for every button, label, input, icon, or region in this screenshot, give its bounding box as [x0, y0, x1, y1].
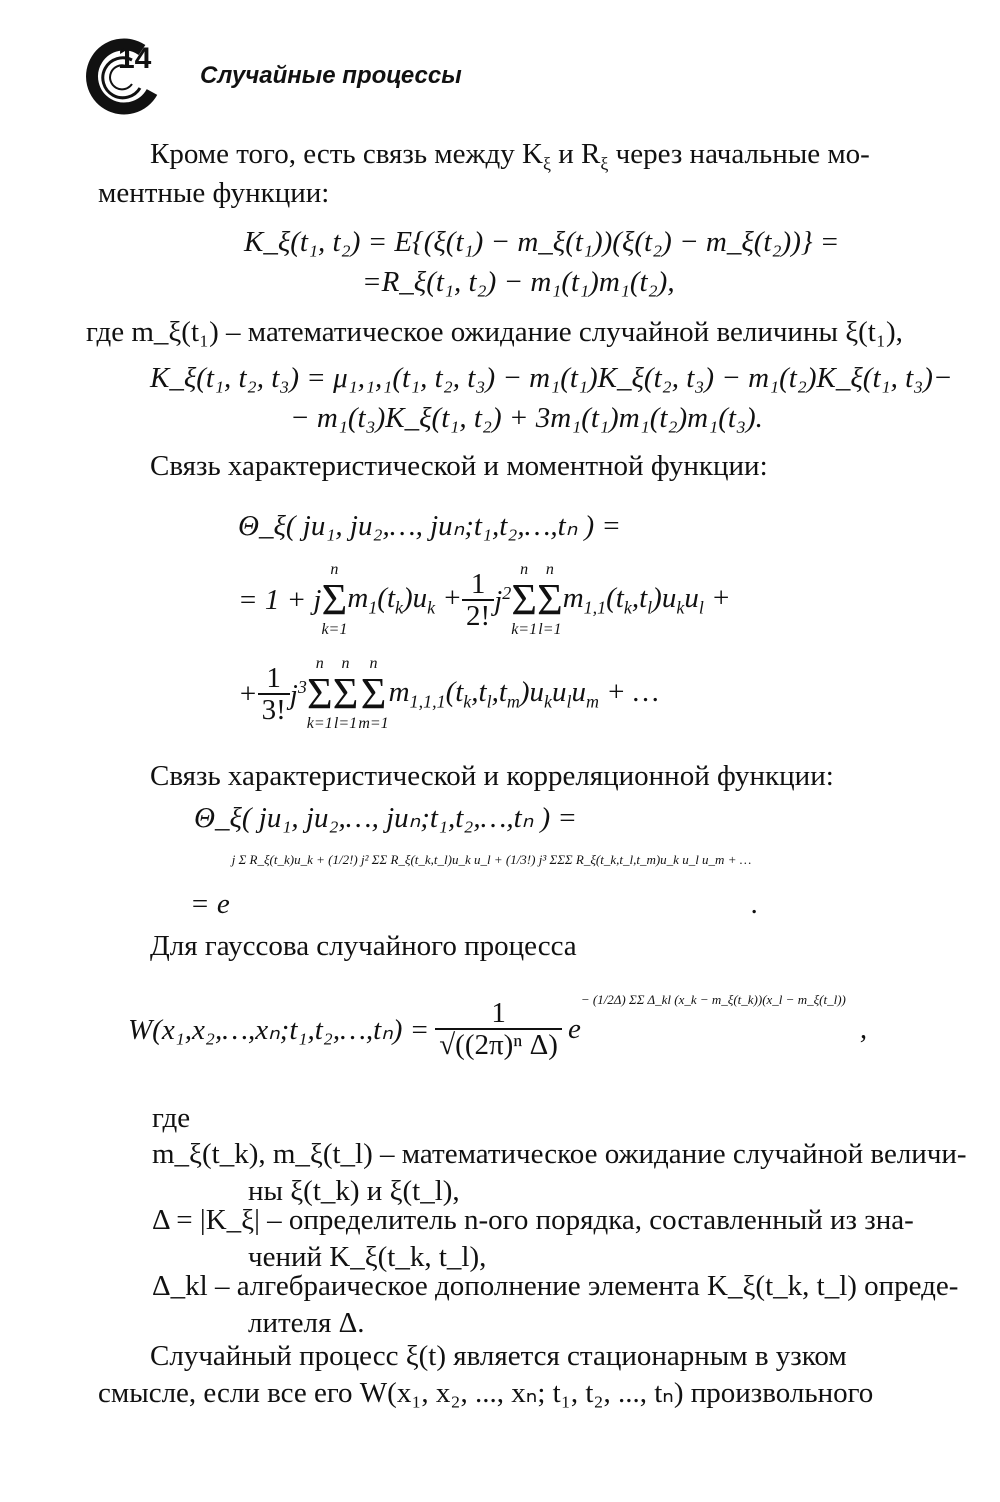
gauss-frac-den: √((2π)ⁿ Δ): [439, 1029, 558, 1062]
xi-subscript: ξ: [600, 153, 609, 174]
formula-covariance-line2: =R_ξ(t₁, t₂) − m₁(t₁)m₁(t₂),: [362, 266, 675, 298]
intro-text-c: через начальные мо-: [608, 138, 870, 170]
formula-theta-corr-rhs: = e j Σ R_ξ(t_k)u_k + (1/2!) j² ΣΣ R_ξ(t_k,t_l)u_k u_l + (1/3!) j³ ΣΣΣ R_ξ(t_k,t_l,t_m)u_k u_l u_m + … .: [190, 852, 759, 920]
theta-corr-exponent: j Σ R_ξ(t_k)u_k + (1/2!) j² ΣΣ R_ξ(t_k,t_l)u_k u_l + (1/3!) j³ ΣΣΣ R_ξ(t_k,t_l,t_m)u_k u_l u_m + …: [231, 852, 752, 867]
paragraph-intro: [98, 136, 934, 212]
intro-text-a: Кроме того, есть связь между K: [150, 138, 544, 170]
gauss-lhs: W(x₁,x₂,…,xₙ;t₁,t₂,…,tₙ) =: [128, 1013, 430, 1046]
formula-theta-moment-lhs: Θ_ξ( ju₁, ju₂,…, juₙ;t₁,t₂,…,tₙ ) =: [238, 510, 622, 542]
xi-subscript: ξ: [543, 153, 552, 174]
intro-line-2: ментные функции:: [98, 177, 330, 210]
page-header: [80, 28, 940, 118]
formula-theta-corr-lhs: Θ_ξ( ju₁, ju₂,…, juₙ;t₁,t₂,…,tₙ ) =: [194, 802, 578, 834]
definition-determinant: Δ = |K_ξ| – определитель n-ого порядка, составленный из зна- чений K_ξ(t_k, t_l),: [152, 1204, 914, 1274]
definition-mean: m_ξ(t_k), m_ξ(t_l) – математическое ожидание случайной величи- ны ξ(t_k) и ξ(t_l),: [152, 1138, 967, 1208]
heading-char-correlation: Связь характеристической и корреляционной функции:: [150, 760, 834, 792]
where-label: где: [152, 1102, 191, 1134]
paragraph-stationary: Случайный процесс ξ(t) является стационарным в узком смысле, если все его W(x₁, x₂, ..., xₙ; t₁, t₂, ..., tₙ) произвольного: [98, 1340, 874, 1410]
heading-char-moment: Связь характеристической и моментной функции:: [150, 450, 768, 482]
where-mean-line: где m_ξ(t₁) – математическое ожидание случайной величины ξ(t₁),: [86, 316, 903, 348]
running-title: Случайные процессы: [200, 62, 462, 89]
page-number: 14: [118, 42, 152, 75]
definition-cofactor: Δ_kl – алгебраическое дополнение элемента K_ξ(t_k, t_l) опреде- лителя Δ.: [152, 1270, 959, 1340]
gauss-exponent: − (1/2Δ) ΣΣ Δ_kl (x_k − m_ξ(t_k))(x_l − m_ξ(t_l)): [580, 992, 846, 1007]
gauss-frac-num: 1: [435, 998, 562, 1030]
formula-gaussian-density: W(x₁,x₂,…,xₙ;t₁,t₂,…,tₙ) = $\frac{1}{\text{√((2π)ⁿ Δ)}}$ e − (1/2Δ) ΣΣ Δ_kl (x_k − m_ξ(t_k))(x_l − m_ξ(t_l)) ,: [128, 992, 868, 1062]
heading-gaussian: Для гауссова случайного процесса: [150, 930, 577, 962]
intro-text-b: и R: [551, 138, 601, 170]
formula-covariance-line1: K_ξ(t₁, t₂) = E{(ξ(t₁) − m_ξ(t₁))(ξ(t₂) − m_ξ(t₂))} =: [244, 226, 840, 258]
formula-theta-moment-line2: = 1 + j n Σ k=1 $m_1(t_k)u_k$ + $\frac{1}{2!}$ $j^2$ n Σ k=1 n Σ l=1 $m_{1,1}(t_k,t_l)u_ku_l$ +: [238, 561, 731, 638]
formula-third-cumulant-line2: − m₁(t₃)K_ξ(t₁, t₂) + 3m₁(t₁)m₁(t₂)m₁(t₃).: [290, 402, 763, 434]
formula-theta-moment-line3: + $\frac{1}{3!}$ $j^3$ n Σ k=1 n Σ l=1 n Σ m=1 $m_{1,1,1}(t_k,t_l,t_m)u_ku_lu_m$ + …: [238, 655, 659, 732]
formula-third-cumulant-line1: K_ξ(t₁, t₂, t₃) = μ₁,₁,₁(t₁, t₂, t₃) − m₁(t₁)K_ξ(t₂, t₃) − m₁(t₂)K_ξ(t₁, t₃)−: [150, 362, 953, 394]
